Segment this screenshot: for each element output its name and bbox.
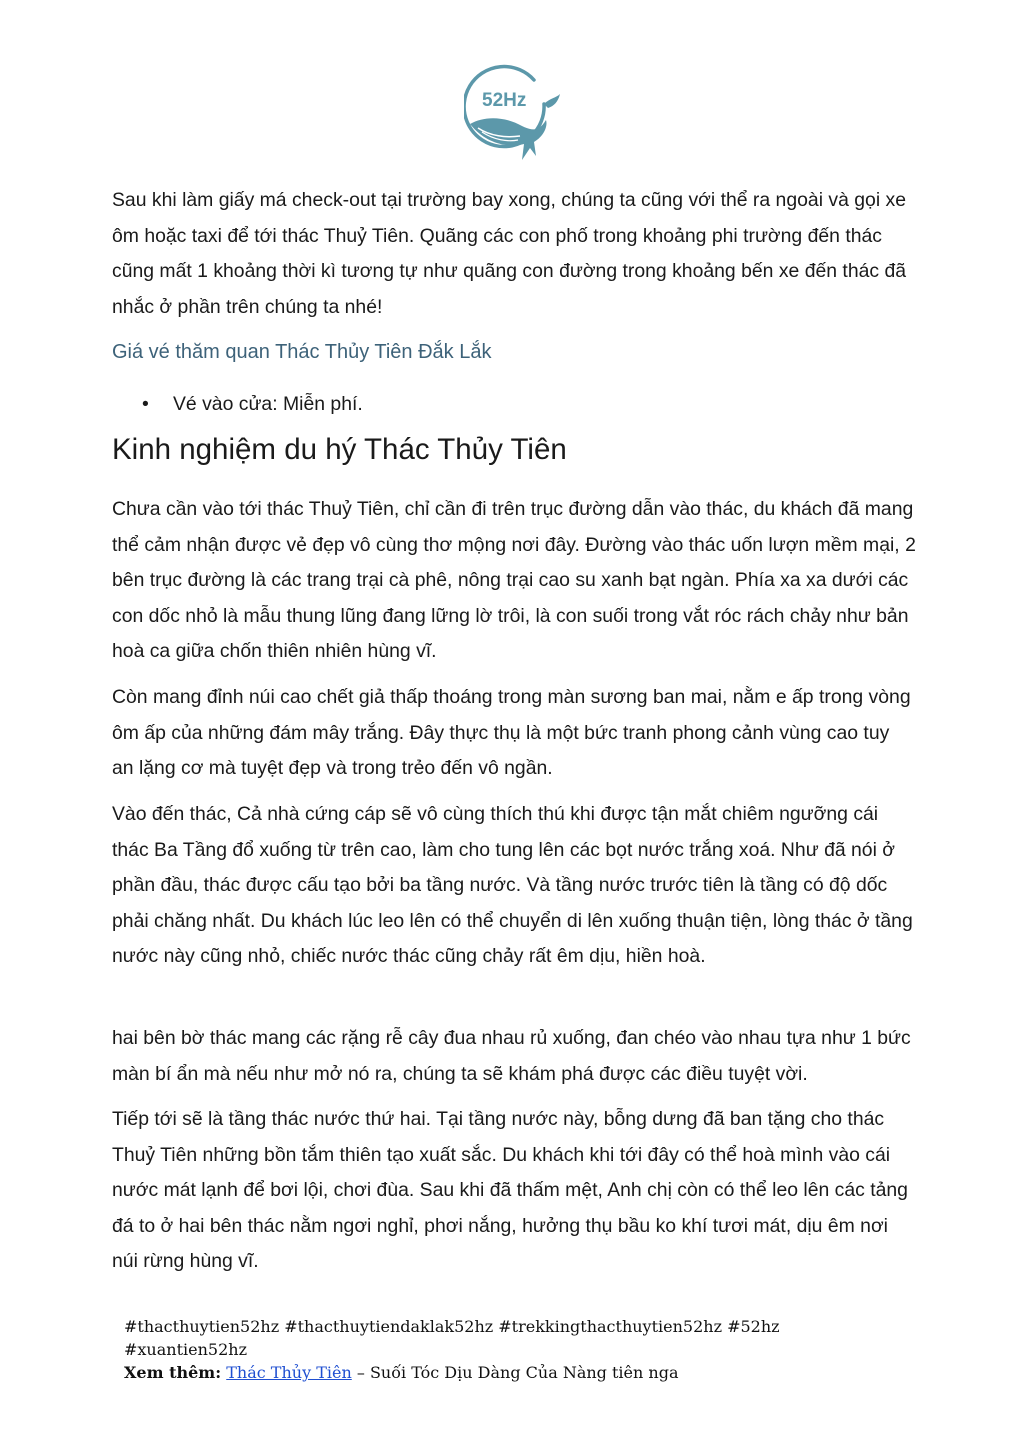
paragraph-first-tier: Vào đến thác, Cả nhà cứng cáp sẽ vô cùng thích thú khi được tận mắt chiêm ngưỡng cái thác Ba Tầng đổ xuống từ trên cao, làm cho tung lên các bọt nước trắng xoá. Như đã nói ở phần đầu, thác được cấu tạo bởi ba tầng nước. Và tầng nước trước tiên là tầng có độ dốc phải chăng nhất. Du khách lúc leo lên có thể chuyển di lên xuống thuận tiện, lòng thác ở tầng nước này cũng nhỏ, chiếc nước thác cũng chảy rất êm dịu, hiền hoà.: [112, 803, 913, 967]
logo-text: 52Hz: [482, 90, 527, 111]
see-more-label: Xem thêm:: [124, 1363, 222, 1382]
brand-logo: [464, 64, 562, 166]
footer: [124, 1315, 864, 1384]
paragraph-road: Chưa cần vào tới thác Thuỷ Tiên, chỉ cần đi trên trục đường dẫn vào thác, du khách đã mang thể cảm nhận được vẻ đẹp vô cùng thơ mộng nơi đây. Đường vào thác uốn lượn mềm mại, 2 bên trục đường là các trang trại cà phê, nông trại cao su xanh bạt ngàn. Phía xa xa dưới các con dốc nhỏ là mẫu thung lũng đang lững lờ trôi, là con suối trong vắt róc rách chảy như bản hoà ca giữa chốn thiên nhiên hùng vĩ.: [112, 498, 916, 662]
paragraph-intro: Sau khi làm giấy má check-out tại trường bay xong, chúng ta cũng với thể ra ngoài và gọi xe ôm hoặc taxi để tới thác Thuỷ Tiên. Quãng các con phố trong khoảng phi trường đến thác cũng mất 1 khoảng thời kì tương tự như quãng con đường trong khoảng bến xe đến thác đã nhắc ở phần trên chúng ta nhé!: [112, 189, 907, 318]
bullet-icon: •: [142, 393, 149, 415]
see-more-line: [124, 1361, 864, 1384]
heading-experience: Kinh nghiệm du hý Thác Thủy Tiên: [112, 433, 567, 466]
whale-logo-icon: [464, 64, 562, 166]
paragraph-mountain: Còn mang đỉnh núi cao chết giả thấp thoáng trong màn sương ban mai, nằm e ấp trong vòng ôm ấp của những đám mây trắng. Đây thực thụ là một bức tranh phong cảnh vùng cao tuy an lặng cơ mà tuyệt đẹp và trong trẻo đến vô ngần.: [112, 686, 911, 779]
paragraph-roots: hai bên bờ thác mang các rặng rễ cây đua nhau rủ xuống, đan chéo vào nhau tựa như 1 bức màn bí ẩn mà nếu như mở nó ra, chúng ta sẽ khám phá được các điều tuyệt vời.: [112, 1027, 911, 1085]
see-more-rest: – Suối Tóc Dịu Dàng Của Nàng tiên nga: [351, 1363, 679, 1382]
bullet-text: Vé vào cửa: Miễn phí.: [173, 393, 363, 415]
hashtags: #thacthuytien52hz #thacthuytiendaklak52hz #trekkingthacthuytien52hz #52hz #xuantien52hz: [124, 1317, 780, 1359]
paragraph-second-tier: Tiếp tới sẽ là tầng thác nước thứ hai. Tại tầng nước này, bỗng dưng đã ban tặng cho thác Thuỷ Tiên những bồn tắm thiên tạo xuất sắc. Du khách khi tới đây có thể hoà mình vào cái nước mát lạnh để bơi lội, chơi đùa. Sau khi đã thấm mệt, Anh chị còn có thể leo lên các tảng đá to ở hai bên thác nằm ngơi nghỉ, phơi nắng, hưởng thụ bầu ko khí tươi mát, dịu êm nơi núi rừng hùng vĩ.: [112, 1108, 908, 1272]
heading-ticket-price: Giá vé thăm quan Thác Thủy Tiên Đắk Lắk: [112, 341, 492, 363]
see-more-link[interactable]: Thác Thủy Tiên: [226, 1363, 352, 1382]
